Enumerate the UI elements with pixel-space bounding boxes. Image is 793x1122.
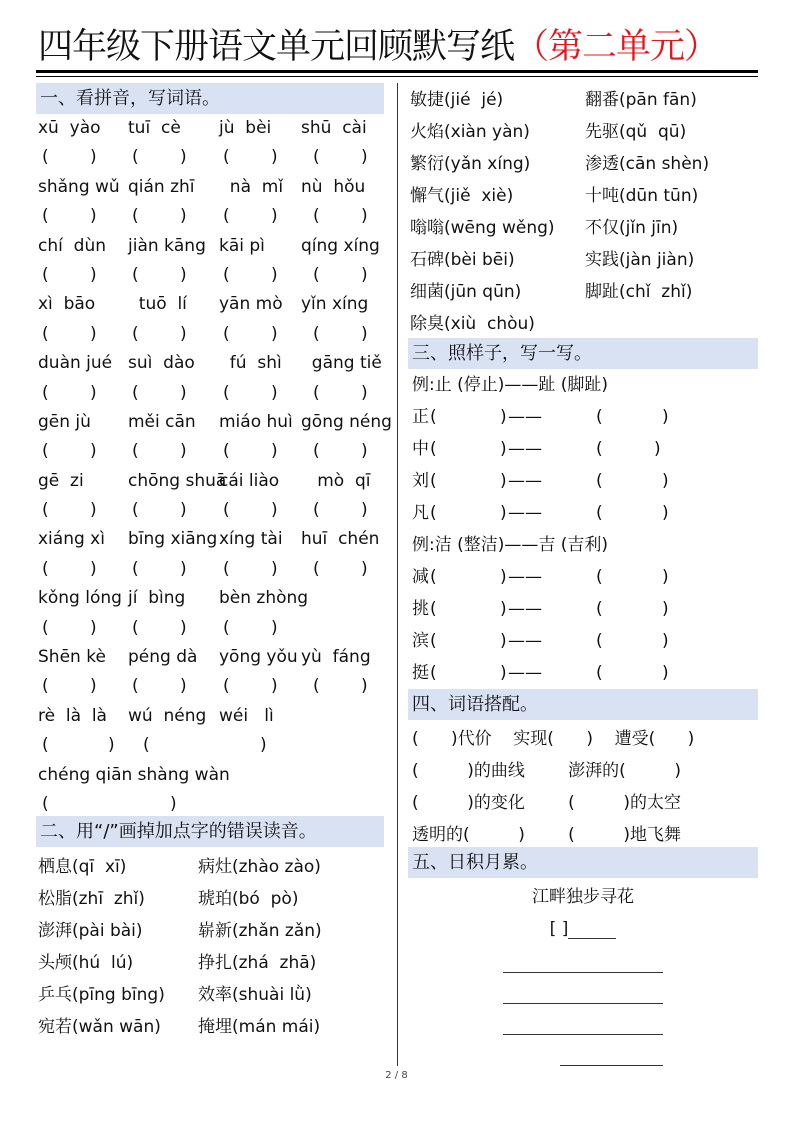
blank-open-paren[interactable]: (	[430, 663, 437, 683]
blank-close-paren: )	[90, 382, 97, 403]
blank-open-paren[interactable]: (	[430, 439, 437, 459]
example-row	[408, 529, 758, 561]
pronunciation-row	[408, 276, 758, 308]
dash: ——	[508, 567, 542, 587]
author-bracket: [ ]	[549, 919, 569, 939]
blank-close-paren: )	[180, 617, 187, 638]
fill-row	[408, 497, 758, 529]
answer-row	[36, 496, 384, 525]
blank-close-paren: )	[361, 147, 368, 168]
pinyin-word: yōng yǒu	[219, 647, 298, 668]
blank-close-paren[interactable]: )	[662, 663, 669, 683]
fill-row	[408, 657, 758, 689]
pinyin-word: chōng shuā	[128, 470, 227, 491]
pronunciation-item[interactable]: 栖息(qī xī)	[38, 857, 127, 878]
base-character: 中	[412, 439, 429, 459]
pinyin-word: chéng qiān shàng wàn	[38, 764, 230, 785]
pinyin-row	[36, 173, 384, 202]
blank-open-paren[interactable]: (	[430, 631, 437, 651]
blank-open-paren: (	[223, 206, 230, 227]
blank-open-paren: (	[223, 441, 230, 462]
section4-heading: 四、词语搭配。	[408, 689, 758, 720]
blank-open-paren: (	[143, 735, 150, 756]
blank-close-paren: )	[180, 500, 187, 521]
blank-open-paren: (	[42, 264, 49, 285]
blank-close-paren: )	[180, 323, 187, 344]
pinyin-word: fú shì	[219, 353, 282, 374]
blank-close-paren: )	[180, 147, 187, 168]
blank-close-paren: )	[271, 264, 278, 285]
author-blank[interactable]	[568, 920, 616, 939]
blank-close-paren[interactable]: )	[500, 631, 507, 651]
pronunciation-row	[36, 915, 384, 947]
answer-row	[36, 143, 384, 172]
fill-row	[408, 561, 758, 593]
blank-close-paren: )	[271, 558, 278, 579]
pinyin-word: chí dùn	[38, 235, 106, 256]
pinyin-word: gē zi	[38, 470, 84, 491]
pronunciation-item[interactable]: 先驱(qǔ qū)	[585, 122, 687, 142]
answer-row	[36, 555, 384, 584]
example-text: 例:止 (停止)——趾 (脚趾)	[412, 375, 609, 395]
pronunciation-item[interactable]: 头颅(hú lú)	[38, 953, 134, 974]
answer-row	[36, 731, 384, 760]
example-row	[408, 369, 758, 401]
pinyin-row	[36, 643, 384, 672]
blank-close-paren: )	[271, 676, 278, 697]
base-character: 刘	[412, 471, 429, 491]
pronunciation-item[interactable]: 琥珀(bó pò)	[198, 889, 299, 910]
pronunciation-item[interactable]: 澎湃(pài bài)	[38, 921, 143, 942]
base-character: 挺	[412, 663, 429, 683]
blank-close-paren[interactable]: )	[500, 503, 507, 523]
pronunciation-row	[408, 84, 758, 116]
answer-row	[36, 672, 384, 701]
title-main: 四年级下册语文单元回顾默写纸	[38, 27, 515, 67]
blank-close-paren: )	[108, 735, 115, 756]
answer-blank[interactable]	[36, 555, 384, 584]
blank-open-paren: (	[132, 206, 139, 227]
fill-row	[408, 401, 758, 433]
pinyin-word: cái liào	[219, 470, 280, 491]
base-character: 滨	[412, 631, 429, 651]
pinyin-word: Shēn kè	[38, 647, 106, 668]
blank-close-paren: )	[90, 441, 97, 462]
blank-close-paren[interactable]: )	[662, 631, 669, 651]
pinyin-word: měi cān	[128, 411, 196, 432]
blank-close-paren[interactable]: )	[662, 567, 669, 587]
blank-close-paren: )	[361, 206, 368, 227]
fill-row	[408, 465, 758, 497]
pinyin-word: huī chén	[301, 529, 380, 550]
blank-close-paren[interactable]: )	[662, 471, 669, 491]
collocation-text: ( )的变化 ( )的太空	[412, 793, 682, 813]
dash: ——	[508, 471, 542, 491]
answer-blank[interactable]	[36, 320, 384, 349]
pinyin-word: mò qī	[301, 470, 371, 491]
pronunciation-item[interactable]: 石碑(bèi bēi)	[410, 250, 515, 270]
blank-open-paren: (	[42, 147, 49, 168]
answer-blank[interactable]	[36, 379, 384, 408]
title-unit: （第二单元）	[514, 27, 719, 67]
blank-open-paren: (	[132, 264, 139, 285]
blank-open-paren: (	[223, 323, 230, 344]
blank-close-paren: )	[90, 558, 97, 579]
blank-close-paren: )	[180, 676, 187, 697]
blank-close-paren: )	[361, 323, 368, 344]
blank-open-paren: (	[132, 617, 139, 638]
blank-close-paren[interactable]: )	[500, 471, 507, 491]
blank-open-paren: (	[42, 206, 49, 227]
blank-open-paren: (	[313, 264, 320, 285]
blank-open-paren: (	[132, 558, 139, 579]
dash: ——	[508, 599, 542, 619]
blank-open-paren[interactable]: (	[596, 631, 603, 651]
blank-open-paren: (	[42, 793, 49, 814]
pronunciation-item[interactable]: 渗透(cān shèn)	[585, 154, 710, 174]
pronunciation-row	[408, 180, 758, 212]
blank-open-paren: (	[42, 617, 49, 638]
blank-open-paren: (	[223, 147, 230, 168]
dash: ——	[508, 439, 542, 459]
pinyin-word: nù hǒu	[301, 176, 366, 197]
blank-close-paren[interactable]: )	[500, 439, 507, 459]
base-character: 正	[412, 407, 429, 427]
pronunciation-item[interactable]: 翻番(pān fān)	[585, 90, 697, 110]
blank-close-paren: )	[90, 676, 97, 697]
right-column	[408, 84, 758, 945]
pinyin-word: gāng tiě	[301, 353, 382, 374]
blank-close-paren: )	[271, 441, 278, 462]
pinyin-word: bīng xiāng	[128, 529, 218, 550]
pronunciation-row	[36, 947, 384, 979]
fill-row	[408, 593, 758, 625]
pinyin-row	[36, 525, 384, 554]
dash: ——	[508, 663, 542, 683]
pinyin-row	[36, 290, 384, 319]
pronunciation-item[interactable]: 宛若(wǎn wān)	[38, 1017, 161, 1038]
pinyin-word: xū yào	[38, 118, 101, 138]
blank-close-paren: )	[361, 558, 368, 579]
pronunciation-item[interactable]: 挣扎(zhá zhā)	[198, 953, 317, 974]
pronunciation-item[interactable]: 细菌(jūn qūn)	[410, 282, 522, 302]
blank-close-paren: )	[180, 558, 187, 579]
blank-close-paren[interactable]: )	[500, 599, 507, 619]
blank-open-paren: (	[313, 676, 320, 697]
pronunciation-row	[408, 212, 758, 244]
blank-close-paren: )	[90, 206, 97, 227]
pronunciation-item[interactable]: 实践(jàn jiàn)	[585, 250, 695, 270]
blank-open-paren: (	[313, 323, 320, 344]
pinyin-row	[36, 408, 392, 437]
pinyin-word: xì bāo	[38, 294, 96, 315]
pronunciation-item[interactable]: 脚趾(chǐ zhǐ)	[585, 282, 693, 302]
answer-row	[36, 261, 384, 290]
collocation-row[interactable]	[408, 723, 758, 755]
pinyin-word: gōng néng	[301, 411, 392, 432]
dash: ——	[508, 503, 542, 523]
answer-row	[36, 614, 384, 643]
blank-open-paren: (	[42, 382, 49, 403]
fill-row	[408, 433, 758, 465]
blank-open-paren[interactable]: (	[596, 471, 603, 491]
pinyin-word: rè là là	[38, 705, 107, 726]
example-text: 例:洁 (整洁)——吉 (吉利)	[412, 535, 609, 555]
pronunciation-item[interactable]: 松脂(zhī zhǐ)	[38, 889, 145, 910]
blank-open-paren[interactable]: (	[430, 567, 437, 587]
pinyin-word: tuō lí	[128, 294, 187, 315]
section3-rows	[408, 369, 758, 689]
answer-blank[interactable]	[36, 261, 384, 290]
title-rule-thin	[36, 76, 758, 77]
pinyin-word: jù bèi	[219, 118, 272, 138]
answer-blank[interactable]	[36, 143, 384, 172]
blank-open-paren: (	[42, 323, 49, 344]
blank-open-paren[interactable]: (	[596, 407, 603, 427]
section2-heading: 二、用“/”画掉加点字的错误读音。	[36, 816, 384, 847]
pinyin-row	[36, 349, 384, 378]
pinyin-row	[36, 114, 384, 143]
pronunciation-row	[36, 1011, 384, 1043]
pronunciation-row	[408, 148, 758, 180]
section2-rows	[36, 847, 384, 1043]
pinyin-word: xiáng xì	[38, 529, 105, 550]
blank-open-paren[interactable]: (	[430, 599, 437, 619]
blank-close-paren: )	[180, 206, 187, 227]
pinyin-word: kǒng lóng	[38, 588, 122, 609]
blank-close-paren: )	[361, 676, 368, 697]
answer-blank[interactable]	[36, 496, 384, 525]
left-column	[36, 83, 392, 1043]
blank-open-paren: (	[132, 500, 139, 521]
collocation-text: 透明的( ) ( )地飞舞	[412, 825, 682, 845]
pinyin-word: duàn jué	[38, 353, 113, 374]
blank-close-paren[interactable]: )	[662, 407, 669, 427]
pinyin-word: wú néng	[128, 705, 207, 726]
pronunciation-item[interactable]: 繁衍(yǎn xíng)	[410, 154, 531, 174]
collocation-row[interactable]	[408, 819, 758, 851]
pronunciation-item[interactable]: 十吨(dūn tūn)	[585, 186, 699, 206]
blank-open-paren: (	[313, 382, 320, 403]
blank-close-paren: )	[180, 382, 187, 403]
blank-close-paren: )	[90, 264, 97, 285]
blank-close-paren: )	[90, 617, 97, 638]
pronunciation-item[interactable]: 懈气(jiě xiè)	[410, 186, 514, 206]
blank-open-paren: (	[42, 558, 49, 579]
poem-line-1[interactable]	[503, 972, 663, 973]
blank-open-paren: (	[223, 264, 230, 285]
blank-open-paren: (	[223, 676, 230, 697]
blank-open-paren: (	[313, 441, 320, 462]
pinyin-word: bèn zhòng	[219, 588, 309, 609]
answer-row	[36, 790, 384, 819]
pinyin-word: gēn jù	[38, 411, 91, 432]
blank-open-paren[interactable]: (	[596, 599, 603, 619]
pinyin-row	[36, 761, 384, 790]
blank-open-paren: (	[42, 676, 49, 697]
poem-line-2[interactable]	[503, 1003, 663, 1004]
pronunciation-item[interactable]: 敏捷(jié jé)	[410, 90, 504, 110]
blank-open-paren: (	[132, 676, 139, 697]
section1-rows	[36, 114, 392, 819]
section1-heading: 一、看拼音，写词语。	[36, 83, 384, 114]
pinyin-word: suì dào	[128, 353, 195, 374]
pronunciation-item[interactable]: 崭新(zhǎn zǎn)	[198, 921, 322, 942]
collocation-row[interactable]	[408, 787, 758, 819]
section5-heading: 五、日积月累。	[408, 847, 758, 878]
blank-close-paren[interactable]: )	[662, 503, 669, 523]
blank-open-paren[interactable]: (	[430, 407, 437, 427]
blank-open-paren: (	[132, 382, 139, 403]
pinyin-word: yù fáng	[301, 647, 371, 668]
blank-close-paren: )	[170, 793, 177, 814]
blank-close-paren: )	[90, 500, 97, 521]
pronunciation-item[interactable]: 不仅(jǐn jīn)	[585, 218, 679, 238]
blank-open-paren: (	[313, 147, 320, 168]
blank-open-paren: (	[223, 558, 230, 579]
section4-rows	[408, 720, 758, 851]
blank-open-paren: (	[313, 558, 320, 579]
pinyin-row	[36, 467, 384, 496]
blank-open-paren: (	[313, 206, 320, 227]
blank-close-paren: )	[90, 147, 97, 168]
answer-blank[interactable]	[36, 672, 384, 701]
blank-open-paren: (	[223, 617, 230, 638]
pinyin-row	[36, 232, 384, 261]
pinyin-word: qián zhī	[128, 176, 195, 197]
blank-open-paren: (	[223, 382, 230, 403]
collocation-text: ( )的曲线 澎湃的( )	[412, 761, 682, 781]
fill-row	[408, 625, 758, 657]
blank-close-paren: )	[361, 382, 368, 403]
dash: ——	[508, 407, 542, 427]
pinyin-word: wéi lì	[219, 705, 274, 726]
dash: ——	[508, 631, 542, 651]
blank-close-paren[interactable]: )	[662, 599, 669, 619]
pronunciation-item[interactable]: 病灶(zhào zào)	[198, 857, 321, 878]
blank-close-paren: )	[271, 617, 278, 638]
base-character: 挑	[412, 599, 429, 619]
base-character: 减	[412, 567, 429, 587]
blank-open-paren[interactable]: (	[596, 439, 603, 459]
base-character: 凡	[412, 503, 429, 523]
answer-row	[36, 379, 384, 408]
blank-close-paren: )	[361, 441, 368, 462]
blank-close-paren: )	[271, 500, 278, 521]
answer-blank[interactable]	[36, 437, 384, 466]
answer-row	[36, 202, 384, 231]
pinyin-word: nà mǐ	[219, 176, 284, 197]
pronunciation-item[interactable]: 效率(shuài lǜ)	[198, 985, 312, 1006]
blank-close-paren: )	[271, 323, 278, 344]
section2-rows-continued	[408, 84, 758, 340]
pronunciation-item[interactable]: 火焰(xiàn yàn)	[410, 122, 530, 142]
blank-open-paren: (	[132, 147, 139, 168]
poem-title: 江畔独步寻花	[532, 887, 634, 907]
page-title	[38, 24, 718, 70]
blank-close-paren: )	[271, 147, 278, 168]
blank-close-paren: )	[271, 382, 278, 403]
pinyin-word: qíng xíng	[301, 235, 380, 256]
answer-blank[interactable]	[36, 202, 384, 231]
blank-close-paren: )	[361, 500, 368, 521]
blank-close-paren[interactable]: )	[500, 407, 507, 427]
pinyin-word: tuī cè	[128, 118, 181, 138]
page-number: 2 / 8	[385, 1070, 408, 1081]
title-rule-thick	[36, 70, 758, 73]
blank-close-paren: )	[271, 206, 278, 227]
pinyin-word: shǎng wǔ	[38, 176, 120, 197]
pronunciation-row	[408, 308, 758, 340]
pinyin-word: xíng tài	[219, 529, 283, 550]
blank-close-paren[interactable]: )	[654, 439, 661, 459]
blank-open-paren[interactable]: (	[430, 503, 437, 523]
blank-open-paren[interactable]: (	[596, 567, 603, 587]
blank-close-paren: )	[90, 323, 97, 344]
blank-open-paren: (	[42, 441, 49, 462]
blank-close-paren[interactable]: )	[500, 567, 507, 587]
pinyin-word: shū cài	[301, 118, 367, 138]
collocation-text: ( )代价 实现( ) 遭受( )	[412, 729, 695, 749]
blank-open-paren: (	[313, 500, 320, 521]
collocation-row[interactable]	[408, 755, 758, 787]
answer-blank[interactable]	[36, 731, 384, 760]
pronunciation-item[interactable]: 除臭(xiù chòu)	[410, 314, 535, 334]
section3-heading: 三、照样子，写一写。	[408, 338, 758, 369]
column-divider	[397, 83, 398, 1066]
pronunciation-row	[408, 244, 758, 276]
blank-close-paren[interactable]: )	[500, 663, 507, 683]
poem-author-line	[408, 913, 758, 945]
pinyin-word: miáo huì	[219, 411, 293, 432]
blank-close-paren: )	[260, 735, 267, 756]
blank-close-paren: )	[180, 441, 187, 462]
answer-row	[36, 437, 384, 466]
pronunciation-row	[36, 979, 384, 1011]
pronunciation-row	[408, 116, 758, 148]
pinyin-word: kāi pì	[219, 235, 265, 256]
blank-open-paren: (	[132, 323, 139, 344]
pinyin-row	[36, 584, 384, 613]
pinyin-word: yǐn xíng	[301, 294, 369, 315]
answer-blank[interactable]	[36, 790, 384, 819]
blank-open-paren: (	[223, 500, 230, 521]
pronunciation-row	[36, 883, 384, 915]
blank-open-paren[interactable]: (	[430, 471, 437, 491]
blank-close-paren: )	[180, 264, 187, 285]
blank-close-paren: )	[361, 264, 368, 285]
pronunciation-item[interactable]: 乒乓(pīng bīng)	[38, 985, 165, 1006]
blank-open-paren[interactable]: (	[596, 503, 603, 523]
pinyin-word: péng dà	[128, 647, 198, 668]
blank-open-paren: (	[132, 441, 139, 462]
answer-row	[36, 320, 384, 349]
answer-blank[interactable]	[36, 614, 384, 643]
pinyin-word: yān mò	[219, 294, 283, 315]
poem-line-3[interactable]	[503, 1034, 663, 1035]
blank-open-paren: (	[42, 500, 49, 521]
pinyin-row	[36, 702, 384, 731]
blank-open-paren: (	[42, 735, 49, 756]
pronunciation-item[interactable]: 嗡嗡(wēng wěng)	[410, 218, 555, 238]
pinyin-word: jí bìng	[128, 588, 186, 609]
pinyin-word: jiàn kāng	[128, 235, 206, 256]
pronunciation-item[interactable]: 掩埋(mán mái)	[198, 1017, 321, 1038]
poem-line-4[interactable]	[560, 1065, 663, 1066]
pronunciation-row	[36, 851, 384, 883]
blank-open-paren[interactable]: (	[596, 663, 603, 683]
